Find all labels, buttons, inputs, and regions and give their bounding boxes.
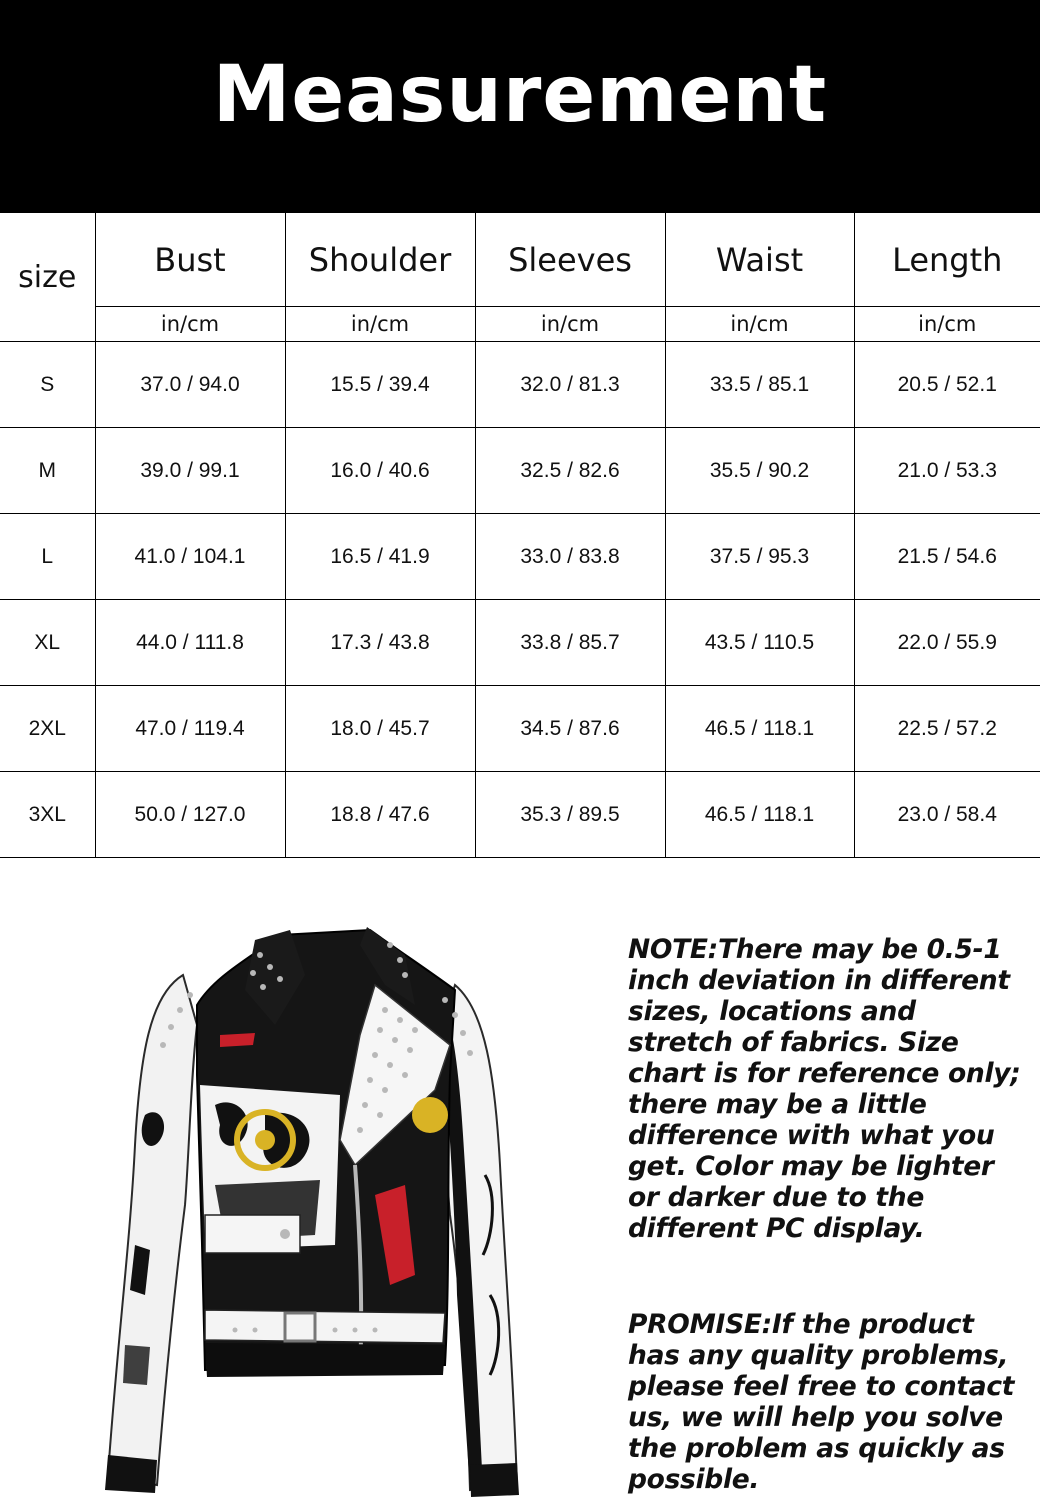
- note-text: NOTE:There may be 0.5-1 inch deviation in different sizes, locations and stretch of fabrics. Size chart is for reference only; there may be a little difference with what you get. Color may be lighter or darker due to the different PC display.: [628, 934, 1021, 1244]
- sleeves-cell: 33.8 / 85.7: [475, 600, 665, 686]
- column-header-length: Length: [854, 213, 1040, 307]
- table-row: [0, 514, 1040, 600]
- bust-cell: 44.0 / 111.8: [95, 600, 285, 686]
- length-cell: 22.5 / 57.2: [854, 686, 1040, 772]
- table-unit-row: [0, 307, 1040, 342]
- left-cuff: [105, 1455, 157, 1493]
- waist-cell: 37.5 / 95.3: [665, 514, 854, 600]
- unit-label: in/cm: [475, 307, 665, 342]
- waist-cell: 35.5 / 90.2: [665, 428, 854, 514]
- column-header-sleeves: Sleeves: [475, 213, 665, 307]
- size-column-header: size: [0, 213, 95, 342]
- bust-cell: 39.0 / 99.1: [95, 428, 285, 514]
- sleeves-cell: 34.5 / 87.6: [475, 686, 665, 772]
- red-graffiti: [220, 1033, 255, 1047]
- sleeves-cell: 32.5 / 82.6: [475, 428, 665, 514]
- sleeves-cell: 32.0 / 81.3: [475, 342, 665, 428]
- page-title: Measurement: [212, 50, 828, 140]
- left-sleeve: [108, 975, 197, 1485]
- shoulder-cell: 18.0 / 45.7: [285, 686, 475, 772]
- size-cell: 2XL: [0, 686, 95, 772]
- shoulder-cell: 16.5 / 41.9: [285, 514, 475, 600]
- table-row: [0, 600, 1040, 686]
- bust-cell: 50.0 / 127.0: [95, 772, 285, 858]
- unit-label: in/cm: [665, 307, 854, 342]
- size-cell: S: [0, 342, 95, 428]
- column-header-waist: Waist: [665, 213, 854, 307]
- header-banner: [0, 0, 1040, 212]
- table-row: [0, 428, 1040, 514]
- length-cell: 21.5 / 54.6: [854, 514, 1040, 600]
- size-cell: M: [0, 428, 95, 514]
- shoulder-cell: 15.5 / 39.4: [285, 342, 475, 428]
- promise-text: PROMISE:If the product has any quality problems, please feel free to contact us, we will help you solve the problem as quickly as possible.: [628, 1309, 1015, 1495]
- right-cuff: [470, 1463, 519, 1497]
- waist-cell: 46.5 / 118.1: [665, 686, 854, 772]
- length-cell: 23.0 / 58.4: [854, 772, 1040, 858]
- unit-label: in/cm: [95, 307, 285, 342]
- unit-label: in/cm: [854, 307, 1040, 342]
- size-chart-table: [0, 212, 1040, 858]
- waist-cell: 46.5 / 118.1: [665, 772, 854, 858]
- waist-cell: 33.5 / 85.1: [665, 342, 854, 428]
- length-cell: 22.0 / 55.9: [854, 600, 1040, 686]
- shoulder-cell: 17.3 / 43.8: [285, 600, 475, 686]
- pocket-snap: [280, 1229, 290, 1239]
- bust-cell: 47.0 / 119.4: [95, 686, 285, 772]
- yellow-emblem: [412, 1097, 448, 1133]
- jacket-hem: [205, 1343, 445, 1377]
- size-cell: L: [0, 514, 95, 600]
- waist-cell: 43.5 / 110.5: [665, 600, 854, 686]
- sleeves-cell: 35.3 / 89.5: [475, 772, 665, 858]
- belt: [205, 1310, 445, 1343]
- table-row: [0, 686, 1040, 772]
- bust-cell: 41.0 / 104.1: [95, 514, 285, 600]
- sleeve-graffiti: [123, 1345, 150, 1385]
- sleeves-cell: 33.0 / 83.8: [475, 514, 665, 600]
- bust-cell: 37.0 / 94.0: [95, 342, 285, 428]
- yellow-badge-center: [255, 1130, 275, 1150]
- column-header-shoulder: Shoulder: [285, 213, 475, 307]
- shoulder-cell: 16.0 / 40.6: [285, 428, 475, 514]
- shoulder-cell: 18.8 / 47.6: [285, 772, 475, 858]
- table-header-row: [0, 213, 1040, 307]
- unit-label: in/cm: [285, 307, 475, 342]
- jacket-product-image: [105, 915, 530, 1500]
- column-header-bust: Bust: [95, 213, 285, 307]
- table-row: [0, 342, 1040, 428]
- table-row: [0, 772, 1040, 858]
- length-cell: 21.0 / 53.3: [854, 428, 1040, 514]
- size-cell: XL: [0, 600, 95, 686]
- length-cell: 20.5 / 52.1: [854, 342, 1040, 428]
- size-cell: 3XL: [0, 772, 95, 858]
